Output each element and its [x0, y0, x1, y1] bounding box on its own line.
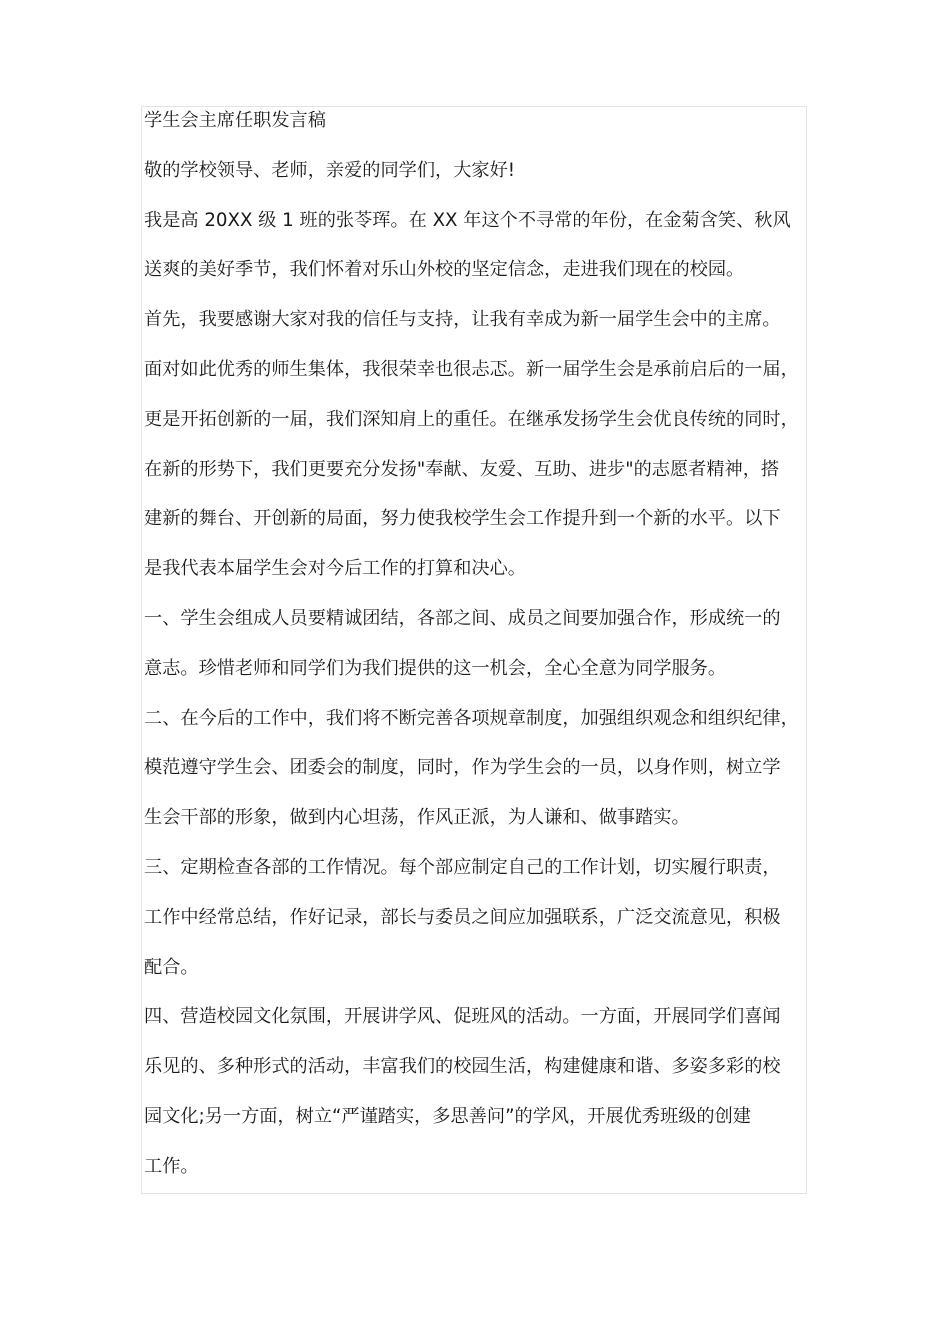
text-line: 二、在今后的工作中，我们将不断完善各项规章制度，加强组织观念和组织纪律，: [144, 707, 799, 729]
text-line: 敬的学校领导、老师，亲爱的同学们，大家好!: [144, 159, 516, 181]
text-line: 园文化;另一方面，树立“严谨踏实，多思善问”的学风，开展优秀班级的创建: [144, 1105, 751, 1127]
text-line: 乐见的、多种形式的活动，丰富我们的校园生活，构建健康和谐、多姿多彩的校: [144, 1056, 781, 1078]
document-title: 学生会主席任职发言稿: [144, 110, 326, 131]
document-body: [144, 106, 816, 1202]
text-line: 工作。: [144, 1155, 199, 1177]
text-line: 我是高 20XX 级 1 班的张苓珲。在 XX 年这个不寻常的年份，在金菊含笑、秋风: [144, 209, 791, 231]
text-line: 更是开拓创新的一届，我们深知肩上的重任。在继承发扬学生会优良传统的同时，: [144, 408, 799, 430]
text-line: 工作中经常总结，作好记录，部长与委员之间应加强联系，广泛交流意见，积极: [144, 906, 781, 928]
text-line: 四、营造校园文化氛围，开展讲学风、促班风的活动。一方面，开展同学们喜闻: [144, 1006, 781, 1028]
text-line: 是我代表本届学生会对今后工作的打算和决心。: [144, 558, 526, 580]
text-line: 一、学生会组成人员要精诚团结，各部之间、成员之间要加强合作，形成统一的: [144, 607, 781, 629]
text-line: 面对如此优秀的师生集体，我很荣幸也很忐忑。新一届学生会是承前启后的一届，: [144, 358, 799, 380]
text-line: 送爽的美好季节，我们怀着对乐山外校的坚定信念，走进我们现在的校园。: [144, 259, 745, 281]
text-line: 意志。珍惜老师和同学们为我们提供的这一机会，全心全意为同学服务。: [144, 657, 727, 679]
text-line: 三、定期检查各部的工作情况。每个部应制定自己的工作计划，切实履行职责，: [144, 856, 781, 878]
text-line: 在新的形势下，我们更要充分发扬"奉献、友爱、互助、进步"的志愿者精神，搭: [144, 458, 780, 480]
text-line: 建新的舞台、开创新的局面，努力使我校学生会工作提升到一个新的水平。以下: [144, 508, 781, 530]
text-line: 生会干部的形象，做到内心坦荡，作风正派，为人谦和、做事踏实。: [144, 807, 690, 829]
text-line: 配合。: [144, 956, 199, 978]
text-line: 首先，我要感谢大家对我的信任与支持，让我有幸成为新一届学生会中的主席。: [144, 309, 781, 331]
text-line: 模范遵守学生会、团委会的制度，同时，作为学生会的一员，以身作则，树立学: [144, 757, 781, 779]
